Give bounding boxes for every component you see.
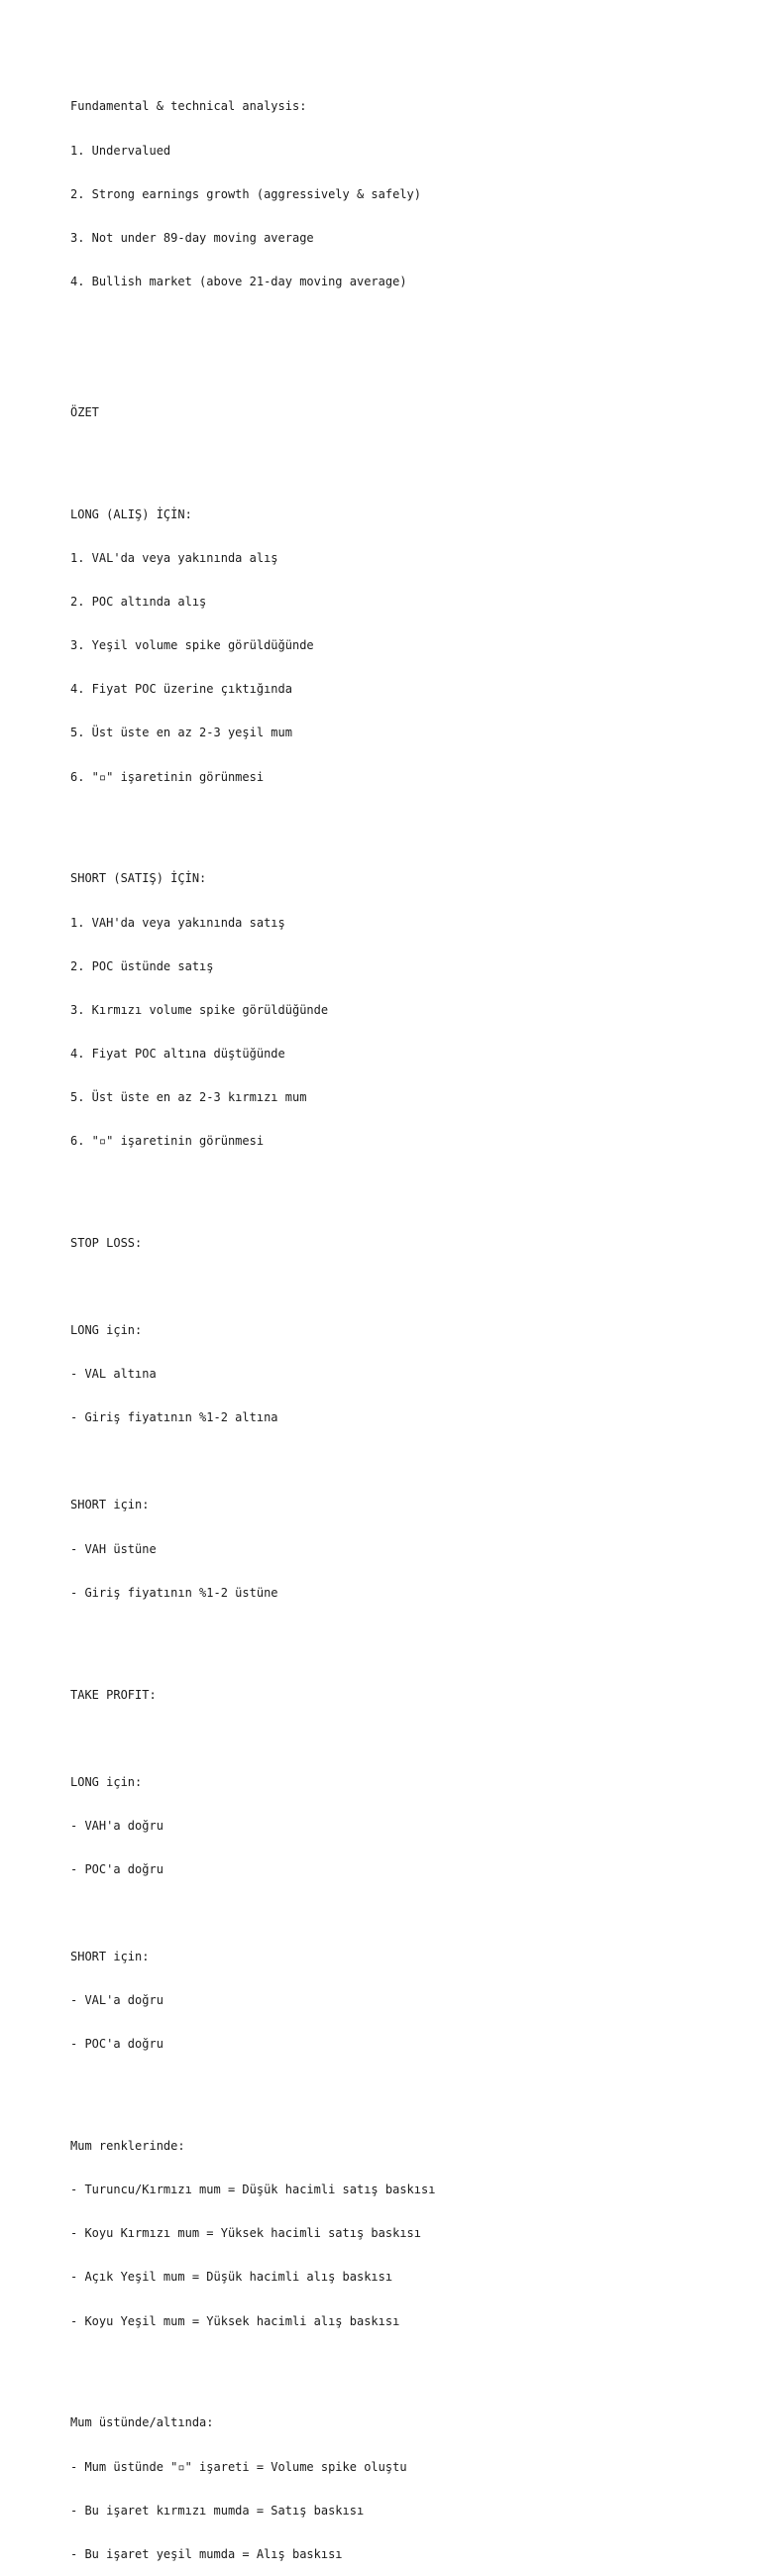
short-entry-item: 4. Fiyat POC altına düştüğünde <box>70 1046 285 1061</box>
long-entry-item: 4. Fiyat POC üzerine çıktığında <box>70 682 292 697</box>
candle-marks-heading: Mum üstünde/altında: <box>70 2415 214 2430</box>
long-entry-item: 5. Üst üste en az 2-3 yeşil mum <box>70 726 292 740</box>
blank-line <box>70 1906 744 1921</box>
candle-marks-item: - Bu işaret kırmızı mumda = Satış baskısı <box>70 2503 365 2518</box>
blank-line <box>70 2358 744 2373</box>
take-profit-long-heading: LONG için: <box>70 1774 143 1789</box>
stop-loss-heading: STOP LOSS: <box>70 1235 143 1250</box>
blank-line <box>70 1732 744 1746</box>
blank-line <box>70 449 744 464</box>
summary-title: ÖZET <box>70 405 99 420</box>
long-entry-heading: LONG (ALIŞ) İÇİN: <box>70 506 192 521</box>
blank-line <box>70 318 744 333</box>
take-profit-short-item: - POC'a doğru <box>70 2037 163 2052</box>
blank-line <box>70 362 744 377</box>
long-entry-item: 6. "▫" işaretinin görünmesi <box>70 769 265 784</box>
short-entry-item: 2. POC üstünde satış <box>70 958 214 973</box>
short-entry-item: 5. Üst üste en az 2-3 kırmızı mum <box>70 1089 307 1104</box>
blank-line <box>70 1280 744 1294</box>
take-profit-heading: TAKE PROFIT: <box>70 1687 157 1702</box>
candle-colors-heading: Mum renklerinde: <box>70 2139 185 2154</box>
intro-item: 2. Strong earnings growth (aggressively & safely) <box>70 186 422 201</box>
intro-item: 3. Not under 89-day moving average <box>70 230 314 245</box>
candle-marks-item: - Mum üstünde "▫" işareti = Volume spike oluştu <box>70 2459 407 2474</box>
stop-loss-long-heading: LONG için: <box>70 1323 143 1338</box>
stop-loss-short-item: - Giriş fiyatının %1-2 üstüne <box>70 1585 278 1600</box>
candle-colors-item: - Koyu Kırmızı mum = Yüksek hacimli satış baskısı <box>70 2226 422 2241</box>
blank-line <box>70 1629 744 1644</box>
long-entry-item: 2. POC altında alış <box>70 595 207 610</box>
take-profit-short-heading: SHORT için: <box>70 1950 150 1964</box>
candle-colors-item: - Turuncu/Kırmızı mum = Düşük hacimli satış baskısı <box>70 2183 436 2197</box>
blank-line <box>70 814 744 829</box>
stop-loss-long-item: - Giriş fiyatının %1-2 altına <box>70 1410 278 1425</box>
candle-colors-item: - Açık Yeşil mum = Düşük hacimli alış baskısı <box>70 2270 393 2285</box>
take-profit-long-item: - VAH'a doğru <box>70 1818 163 1833</box>
stop-loss-short-item: - VAH üstüne <box>70 1541 157 1556</box>
short-entry-heading: SHORT (SATIŞ) İÇİN: <box>70 871 207 886</box>
short-entry-item: 3. Kırmızı volume spike görüldüğünde <box>70 1002 329 1017</box>
stop-loss-long-item: - VAL altına <box>70 1367 157 1382</box>
candle-colors-item: - Koyu Yeşil mum = Yüksek hacimli alış baskısı <box>70 2313 400 2328</box>
stop-loss-short-heading: SHORT için: <box>70 1498 150 1512</box>
take-profit-long-item: - POC'a doğru <box>70 1861 163 1876</box>
candle-marks-item: - Bu işaret yeşil mumda = Alış baskısı <box>70 2546 343 2561</box>
take-profit-short-item: - VAL'a doğru <box>70 1993 163 2008</box>
intro-heading: Fundamental & technical analysis: <box>70 99 307 114</box>
intro-item: 4. Bullish market (above 21-day moving average) <box>70 274 407 288</box>
long-entry-item: 1. VAL'da veya yakınında alış <box>70 551 278 566</box>
blank-line <box>70 1454 744 1469</box>
document-body <box>70 70 744 2576</box>
short-entry-item: 6. "▫" işaretinin görünmesi <box>70 1133 265 1148</box>
intro-item: 1. Undervalued <box>70 143 171 158</box>
blank-line <box>70 2080 744 2095</box>
long-entry-item: 3. Yeşil volume spike görüldüğünde <box>70 638 314 653</box>
short-entry-item: 1. VAH'da veya yakınında satış <box>70 915 285 930</box>
blank-line <box>70 1177 744 1192</box>
